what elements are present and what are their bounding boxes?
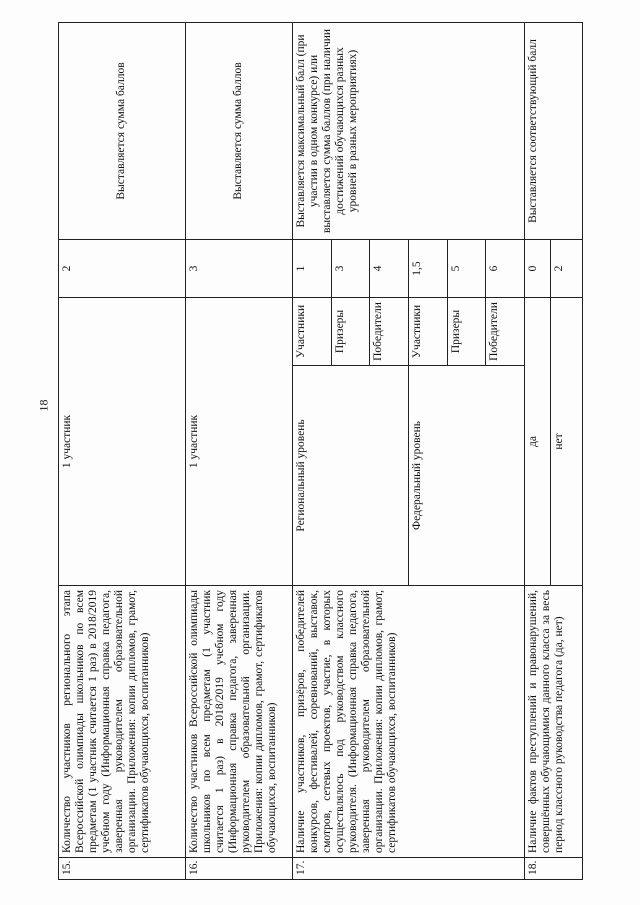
note-text: Выставляется максимальный балл (при участии в одном конкурсе) или выставляется сумма баллов (при наличии достижений обучающихся разных уровней в разных мероприятиях) [293,23,525,240]
criterion-text: Количество участников регионального этапа Всероссийской олимпиады школьников по всем предметам (1 участник считается 1 раз) в 2018/2019 учебном году (Информационная справка педагога, заверенная руководителем образовательной организации. Приложения: копии дипломов, грамот, сертификатов обучающихся, воспитанников) [59,586,186,858]
status-label: Участники [293,298,332,366]
status-label: Призеры [447,298,486,366]
row-number: 16. [185,858,292,880]
row-number: 15. [59,858,186,880]
note-text: Выставляется сумма баллов [59,23,186,240]
status-label: Участники [409,298,448,366]
page-number: 18 [36,399,51,412]
condition-text: 1 участник [59,298,186,586]
answer-label: да [524,298,550,586]
table-row [185,23,292,880]
table-row [293,23,332,880]
points-value: 4 [370,240,409,298]
criteria-table [58,22,583,880]
row-number: 17. [293,858,525,880]
answer-label: нет [550,298,582,586]
criteria-table-rotated [58,22,583,880]
criterion-text: Количество участников Всероссийской олимпиады школьников по всем предметам (1 участник считается 1 раз) в 2018/2019 учебном году (Информационная справка педагога, заверенная руководителем образовательной организации. Приложения: копии дипломов, грамот, сертификатов обучающихся, воспитанников) [185,586,292,858]
points-value: 3 [185,240,292,298]
note-text: Выставляется соответствующий балл [524,23,582,240]
row-number: 18. [524,858,582,880]
condition-text: 1 участник [185,298,292,586]
points-value: 1,5 [409,240,448,298]
points-value: 6 [486,240,525,298]
points-value: 2 [550,240,582,298]
status-label: Победители [486,298,525,366]
table-row [59,23,186,880]
points-value: 0 [524,240,550,298]
criterion-text: Наличие участников, призёров, победителей конкурсов, фестивалей, соревнований, выставок, смотров, сетевых проектов, участие, в которых осуществлялось под руководством классного руководителя. (Информационная справка педагога, заверенная руководителем образовательной организации. Приложения: копии дипломов, грамот, сертификатов обучающихся, воспитанников) [293,586,525,858]
criterion-text: Наличие фактов преступлений и правонарушений, совершённых обучающимися данного класса за весь период классного руководства педагога (да, нет) [524,586,582,858]
status-label: Призеры [331,298,370,366]
note-text: Выставляется сумма баллов [185,23,292,240]
table-row [524,23,550,880]
level-federal: Федеральный уровень [409,366,525,586]
status-label: Победители [370,298,409,366]
level-regional: Региональный уровень [293,366,409,586]
points-value: 1 [293,240,332,298]
points-value: 5 [447,240,486,298]
points-value: 3 [331,240,370,298]
points-value: 2 [59,240,186,298]
